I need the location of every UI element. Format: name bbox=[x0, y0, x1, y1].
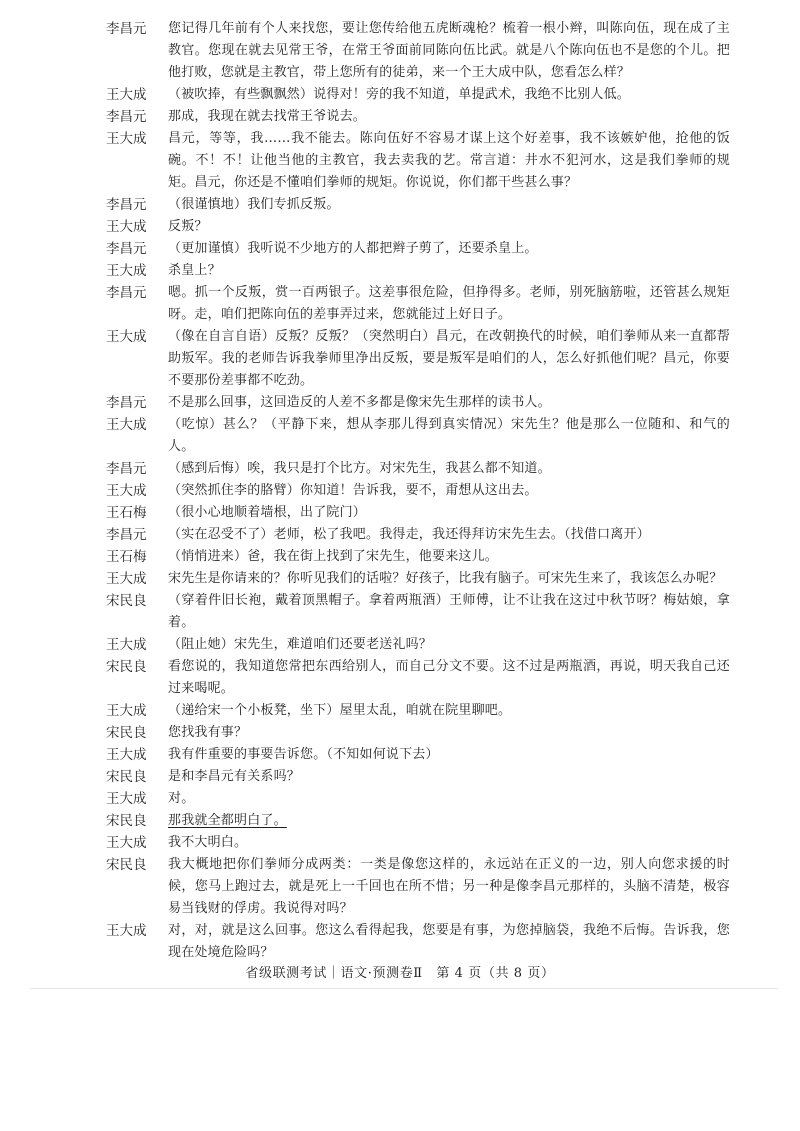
speaker-name: 宋民良 bbox=[106, 769, 147, 785]
speaker-name: 李昌元 bbox=[106, 461, 147, 477]
speech-text: 不是那么回事，这回造反的人差不多都是像宋先生那样的读书人。 bbox=[168, 395, 551, 410]
speech-text: （很小心地顺着墙根，出了院门） bbox=[168, 505, 367, 520]
dialogue-line bbox=[106, 788, 730, 810]
dialogue-line bbox=[106, 260, 730, 282]
dialogue-line bbox=[106, 392, 730, 414]
dialogue-line bbox=[106, 282, 730, 326]
dialogue-line bbox=[106, 766, 730, 788]
page-footer: 省级联测考试｜语文·预测卷Ⅱ 第 4 页（共 8 页） bbox=[245, 966, 555, 981]
speech-text: 昌元，等等，我……我不能去。陈向伍好不容易才谋上这个好差事，我不该嫉妒他，抢他的饭碗。不！不！让他当他的主教官，我去卖我的艺。常言道：井水不犯河水，这是我们拳师的规矩。昌元，你还是不懂咱们拳师的规矩。你说说，你们都干些甚么事？ bbox=[168, 131, 730, 190]
speech-text: （悄悄进来）爸，我在街上找到了宋先生，他要来这儿。 bbox=[168, 549, 499, 564]
speaker-name: 王大成 bbox=[106, 131, 147, 147]
speech-text: 那成，我现在就去找常王爷说去。 bbox=[168, 109, 367, 124]
speech-text: （很谨慎地）我们专抓反叛。 bbox=[168, 197, 340, 212]
dialogue-line bbox=[106, 568, 730, 590]
dialogue-line bbox=[106, 744, 730, 766]
speech-text: 看您说的，我知道您常把东西给别人，而自己分文不要。这不过是两瓶酒，再说，明天我自己还过来喝呢。 bbox=[168, 659, 730, 696]
speech-text: （被吹捧，有些飘飘然）说得对！旁的我不知道，单提武术，我绝不比别人低。 bbox=[168, 87, 631, 102]
speaker-name: 王大成 bbox=[106, 571, 147, 587]
speaker-name: 李昌元 bbox=[106, 109, 147, 125]
speaker-name: 李昌元 bbox=[106, 285, 147, 301]
speaker-name: 王大成 bbox=[106, 835, 147, 851]
speaker-name: 王大成 bbox=[106, 747, 147, 763]
dialogue-line bbox=[106, 722, 730, 744]
speech-text: 对。 bbox=[168, 791, 195, 806]
speech-text: （更加谨慎）我听说不少地方的人都把辫子剪了，还要杀皇上。 bbox=[168, 241, 538, 256]
speaker-name: 宋民良 bbox=[106, 725, 147, 741]
dialogue-line bbox=[106, 854, 730, 920]
speech-text: （穿着件旧长袍，戴着顶黑帽子。拿着两瓶酒）王师傅，让不让我在这过中秋节呀？梅姑娘，拿着。 bbox=[168, 593, 730, 630]
speaker-name: 王大成 bbox=[106, 637, 147, 653]
speech-text: （感到后悔）唉，我只是打个比方。对宋先生，我甚么都不知道。 bbox=[168, 461, 551, 476]
speech-text: 杀皇上？ bbox=[168, 263, 221, 278]
dialogue-line bbox=[106, 502, 730, 524]
speaker-name: 李昌元 bbox=[106, 21, 147, 37]
speech-text: 是和李昌元有关系吗？ bbox=[168, 769, 301, 784]
speech-text: 反叛？ bbox=[168, 219, 208, 234]
speaker-name: 宋民良 bbox=[106, 813, 147, 829]
speech-text: 我有件重要的事要告诉您。（不知如何说下去） bbox=[168, 747, 439, 762]
speaker-name: 王石梅 bbox=[106, 505, 147, 521]
speech-text: 我不大明白。 bbox=[168, 835, 248, 850]
dialogue-line bbox=[106, 590, 730, 634]
speaker-name: 王大成 bbox=[106, 703, 147, 719]
speaker-name: 李昌元 bbox=[106, 241, 147, 257]
dialogue-line bbox=[106, 810, 730, 832]
dialogue-line bbox=[106, 194, 730, 216]
speaker-name: 王大成 bbox=[106, 417, 147, 433]
dialogue-line bbox=[106, 832, 730, 854]
speech-text: 您记得几年前有个人来找您，要让您传给他五虎断魂枪？梳着一根小辫，叫陈向伍，现在成了主教官。您现在就去见常王爷，在常王爷面前同陈向伍比武。就是八个陈向伍也不是您的个儿。把他打败，您就是主教官，带上您所有的徒弟，来一个王大成中队，您看怎么样？ bbox=[168, 21, 730, 80]
speech-text: 您找我有事？ bbox=[168, 725, 248, 740]
speaker-name: 李昌元 bbox=[106, 395, 147, 411]
dialogue-line bbox=[106, 634, 730, 656]
dialogue-line bbox=[106, 84, 730, 106]
scan-edge-line bbox=[30, 988, 778, 989]
speech-text: （突然抓住李的胳臂）你知道！告诉我，要不，甭想从这出去。 bbox=[168, 483, 538, 498]
dialogue-line bbox=[106, 480, 730, 502]
dialogue-line bbox=[106, 700, 730, 722]
speaker-name: 王大成 bbox=[106, 329, 147, 345]
speaker-name: 王大成 bbox=[106, 483, 147, 499]
speaker-name: 王大成 bbox=[106, 923, 147, 939]
speech-text: 我大概地把你们拳师分成两类：一类是像您这样的，永远站在正义的一边，别人向您求援的时候，您马上跑过去，就是死上一千回也在所不惜；另一种是像李昌元那样的，头脑不清楚，极容易当钱财的俘虏。我说得对吗？ bbox=[168, 857, 730, 916]
speech-text: （阻止她）宋先生，难道咱们还要老送礼吗？ bbox=[168, 637, 433, 652]
speaker-name: 王大成 bbox=[106, 263, 147, 279]
dialogue-line bbox=[106, 326, 730, 392]
dialogue-line bbox=[106, 106, 730, 128]
dialogue-line bbox=[106, 920, 730, 964]
speaker-name: 李昌元 bbox=[106, 527, 147, 543]
speech-text: （实在忍受不了）老师，松了我吧。我得走，我还得拜访宋先生去。（找借口离开） bbox=[168, 527, 650, 542]
dialogue-line bbox=[106, 128, 730, 194]
dialogue-line bbox=[106, 238, 730, 260]
speech-text: （吃惊）甚么？（平静下来，想从李那儿得到真实情况）宋先生？他是那么一位随和、和气的人。 bbox=[168, 417, 730, 454]
dialogue-line bbox=[106, 458, 730, 480]
speaker-name: 李昌元 bbox=[106, 197, 147, 213]
speech-text: （递给宋一个小板凳，坐下）屋里太乱，咱就在院里聊吧。 bbox=[168, 703, 512, 718]
speech-text: （像在自言自语）反叛？反叛？（突然明白）昌元，在改朝换代的时候，咱们拳师从来一直都帮助叛军。我的老师告诉我拳师里净出反叛，要是叛军是咱们的人，怎么好抓他们呢？昌元，你要不要那份差事都不吃劲。 bbox=[168, 329, 730, 388]
speaker-name: 王石梅 bbox=[106, 549, 147, 565]
dialogue-line bbox=[106, 524, 730, 546]
dialogue-line bbox=[106, 18, 730, 84]
dialogue-line bbox=[106, 546, 730, 568]
dialogue-line bbox=[106, 216, 730, 238]
speech-text: 对，对，就是这么回事。您这么看得起我，您要是有事，为您掉脑袋，我绝不后悔。告诉我，您现在处境危险吗？ bbox=[168, 923, 730, 960]
speaker-name: 王大成 bbox=[106, 219, 147, 235]
speaker-name: 宋民良 bbox=[106, 659, 147, 675]
speaker-name: 王大成 bbox=[106, 87, 147, 103]
speaker-name: 王大成 bbox=[106, 791, 147, 807]
speech-text: 嗯。抓一个反叛，赏一百两银子。这差事很危险，但挣得多。老师，别死脑筋啦，还管甚么规矩呀。走，咱们把陈向伍的差事弄过来，您就能过上好日子。 bbox=[168, 285, 730, 322]
dialogue-block bbox=[106, 18, 730, 964]
speaker-name: 宋民良 bbox=[106, 593, 147, 609]
speech-text: 宋先生是你请来的？你听见我们的话啦？好孩子，比我有脑子。可宋先生来了，我该怎么办呢？ bbox=[168, 571, 723, 586]
dialogue-line bbox=[106, 656, 730, 700]
speech-text: 那我就全都明白了。 bbox=[168, 813, 287, 828]
speaker-name: 宋民良 bbox=[106, 857, 147, 873]
dialogue-line bbox=[106, 414, 730, 458]
